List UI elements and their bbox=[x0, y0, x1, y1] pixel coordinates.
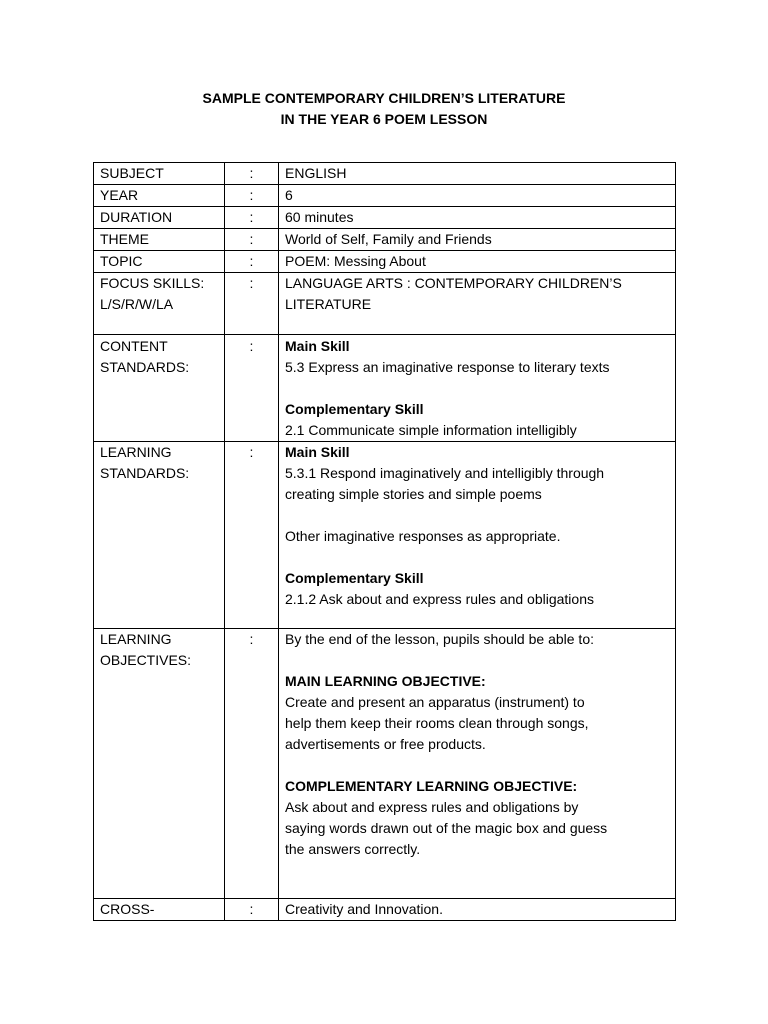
value-cross: Creativity and Innovation. bbox=[279, 899, 676, 921]
complementary-skill-text: 2.1 Communicate simple information intelligibly bbox=[285, 422, 577, 438]
value-focus-skills bbox=[279, 273, 676, 335]
spacer bbox=[285, 547, 669, 568]
spacer bbox=[285, 755, 669, 776]
label-theme: THEME bbox=[94, 229, 225, 251]
main-objective-text: advertisements or free products. bbox=[285, 736, 486, 752]
complementary-objective-text: saying words drawn out of the magic box and guess bbox=[285, 820, 608, 836]
main-skill-heading: Main Skill bbox=[285, 444, 350, 460]
title-line-1: SAMPLE CONTEMPORARY CHILDREN’S LITERATURE bbox=[202, 90, 566, 106]
value-theme: World of Self, Family and Friends bbox=[279, 229, 676, 251]
colon: : bbox=[225, 229, 279, 251]
spacer bbox=[285, 650, 669, 671]
spacer bbox=[285, 378, 669, 399]
spacer bbox=[285, 505, 669, 526]
title-line-2: IN THE YEAR 6 POEM LESSON bbox=[280, 111, 488, 127]
value-learning-standards bbox=[279, 442, 676, 629]
colon: : bbox=[225, 629, 279, 899]
label-learning-objectives bbox=[94, 629, 225, 899]
row-duration bbox=[94, 207, 676, 229]
value-content-standards bbox=[279, 335, 676, 442]
row-content-standards bbox=[94, 335, 676, 442]
row-topic bbox=[94, 251, 676, 273]
colon: : bbox=[225, 163, 279, 185]
label-line: LEARNING bbox=[100, 631, 172, 647]
value-learning-objectives bbox=[279, 629, 676, 899]
main-skill-text: 5.3 Express an imaginative response to literary texts bbox=[285, 359, 610, 375]
row-learning-objectives bbox=[94, 629, 676, 899]
value-topic: POEM: Messing About bbox=[279, 251, 676, 273]
colon: : bbox=[225, 251, 279, 273]
label-line: LEARNING bbox=[100, 444, 172, 460]
label-year: YEAR bbox=[94, 185, 225, 207]
label-line: STANDARDS: bbox=[100, 465, 190, 481]
main-skill-text: 5.3.1 Respond imaginatively and intelligibly through bbox=[285, 465, 605, 481]
row-subject bbox=[94, 163, 676, 185]
complementary-objective-text: Ask about and express rules and obligations by bbox=[285, 799, 579, 815]
lesson-plan-table bbox=[93, 162, 676, 921]
colon: : bbox=[225, 335, 279, 442]
complementary-skill-text: 2.1.2 Ask about and express rules and obligations bbox=[285, 591, 594, 607]
colon: : bbox=[225, 273, 279, 335]
colon: : bbox=[225, 899, 279, 921]
main-skill-heading: Main Skill bbox=[285, 338, 350, 354]
value-line: LANGUAGE ARTS : CONTEMPORARY CHILDREN’S bbox=[285, 275, 622, 291]
row-cross-curricular bbox=[94, 899, 676, 921]
other-responses-text: Other imaginative responses as appropriate. bbox=[285, 528, 561, 544]
label-subject: SUBJECT bbox=[94, 163, 225, 185]
label-line: FOCUS SKILLS: bbox=[100, 275, 205, 291]
colon: : bbox=[225, 207, 279, 229]
complementary-objective-heading: COMPLEMENTARY LEARNING OBJECTIVE: bbox=[285, 778, 578, 794]
row-theme bbox=[94, 229, 676, 251]
value-duration: 60 minutes bbox=[279, 207, 676, 229]
label-line: STANDARDS: bbox=[100, 359, 190, 375]
complementary-skill-heading: Complementary Skill bbox=[285, 570, 424, 586]
label-cross: CROSS- bbox=[94, 899, 225, 921]
main-objective-text: Create and present an apparatus (instrument) to bbox=[285, 694, 585, 710]
main-objective-heading: MAIN LEARNING OBJECTIVE: bbox=[285, 673, 486, 689]
colon: : bbox=[225, 185, 279, 207]
label-topic: TOPIC bbox=[94, 251, 225, 273]
label-duration: DURATION bbox=[94, 207, 225, 229]
main-objective-text: help them keep their rooms clean through songs, bbox=[285, 715, 589, 731]
row-year bbox=[94, 185, 676, 207]
complementary-objective-text: the answers correctly. bbox=[285, 841, 421, 857]
row-focus-skills bbox=[94, 273, 676, 335]
value-line: LITERATURE bbox=[285, 296, 372, 312]
label-line: OBJECTIVES: bbox=[100, 652, 192, 668]
label-line: CONTENT bbox=[100, 338, 168, 354]
value-subject: ENGLISH bbox=[279, 163, 676, 185]
objectives-intro: By the end of the lesson, pupils should be able to: bbox=[285, 631, 594, 647]
row-learning-standards bbox=[94, 442, 676, 629]
colon: : bbox=[225, 442, 279, 629]
label-line: L/S/R/W/LA bbox=[100, 296, 174, 312]
label-content-standards bbox=[94, 335, 225, 442]
main-skill-text: creating simple stories and simple poems bbox=[285, 486, 542, 502]
complementary-skill-heading: Complementary Skill bbox=[285, 401, 424, 417]
document-title bbox=[0, 88, 768, 130]
label-focus-skills bbox=[94, 273, 225, 335]
value-year: 6 bbox=[279, 185, 676, 207]
label-learning-standards bbox=[94, 442, 225, 629]
